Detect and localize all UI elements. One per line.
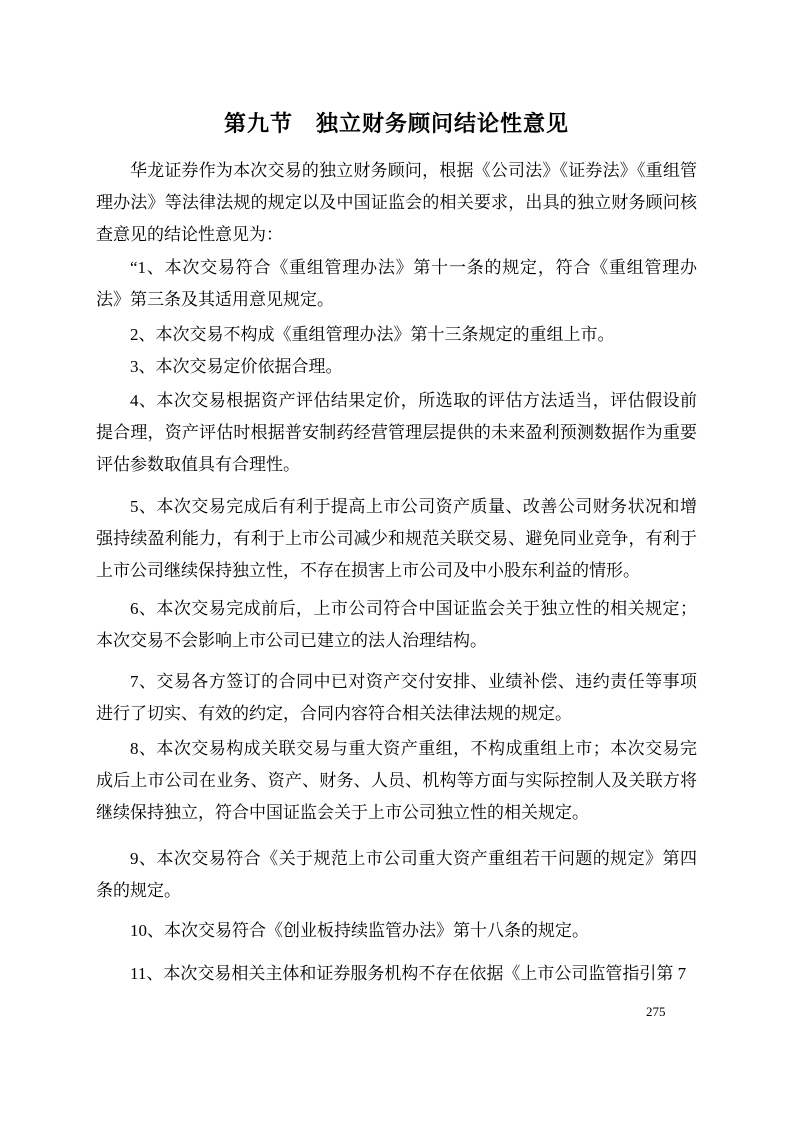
opinion-item-8: 8、本次交易构成关联交易与重大资产重组，不构成重组上市；本次交易完成后上市公司在业务、资产、财务、人员、机构等方面与实际控制人及关联方将继续保持独立，符合中国证监会关于上市公司独立性的相关规定。 [96,739,697,822]
opinion-item-1: “1、本次交易符合《重组管理办法》第十一条的规定，符合《重组管理办法》第三条及其适用意见规定。 [96,258,697,309]
page-number: 275 [646,1004,666,1019]
document-body [96,155,697,990]
opinion-item-10: 10、本次交易符合《创业板持续监管办法》第十八条的规定。 [130,921,589,940]
opinion-item-2: 2、本次交易不构成《重组管理办法》第十三条规定的重组上市。 [130,325,615,344]
opinion-item-5: 5、本次交易完成后有利于提高上市公司资产质量、改善公司财务状况和增强持续盈利能力，有利于上市公司减少和规范关联交易、避免同业竞争，有利于上市公司继续保持独立性，不存在损害上市公司及中小股东利益的情形。 [96,497,697,580]
opinion-item-9: 9、本次交易符合《关于规范上市公司重大资产重组若干问题的规定》第四条的规定。 [96,849,697,900]
intro-paragraph: 华龙证券作为本次交易的独立财务顾问，根据《公司法》《证券法》《重组管理办法》等法律法规的规定以及中国证监会的相关要求，出具的独立财务顾问核查意见的结论性意见为： [96,161,697,244]
opinion-item-6: 6、本次交易完成前后，上市公司符合中国证监会关于独立性的相关规定；本次交易不会影响上市公司已建立的法人治理结构。 [96,599,697,650]
opinion-item-4: 4、本次交易根据资产评估结果定价，所选取的评估方法适当，评估假设前提合理，资产评估时根据普安制药经营管理层提供的未来盈利预测数据作为重要评估参数取值具有合理性。 [96,391,697,474]
opinion-item-3: 3、本次交易定价依据合理。 [130,357,343,376]
opinion-item-7: 7、交易各方签订的合同中已对资产交付安排、业绩补偿、违约责任等事项进行了切实、有效的约定，合同内容符合相关法律法规的规定。 [96,672,697,723]
section-title: 第九节 独立财务顾问结论性意见 [223,111,569,136]
opinion-item-11: 11、本次交易相关主体和证券服务机构不存在依据《上市公司监管指引第 7 [130,964,687,983]
